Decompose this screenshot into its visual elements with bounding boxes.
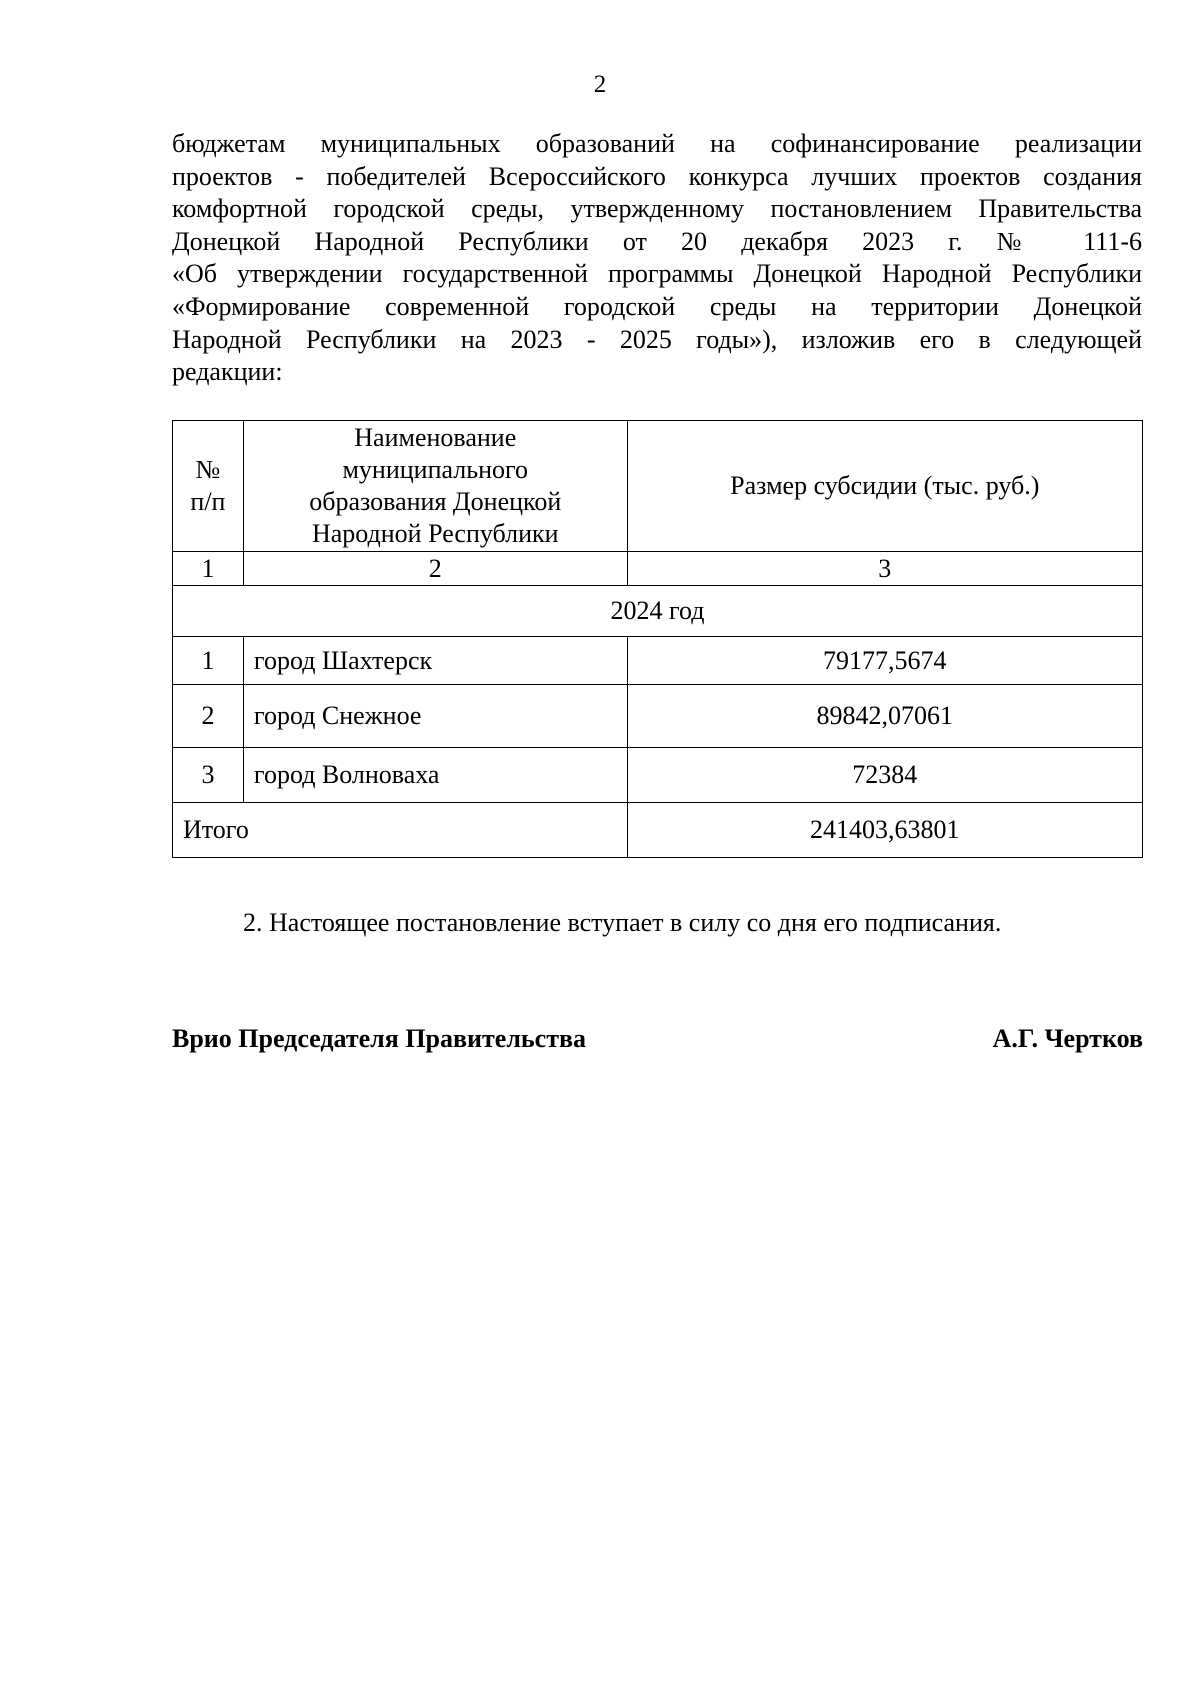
subsidy-table	[172, 420, 1143, 858]
municipality-name: город Волноваха	[243, 748, 627, 803]
header-cell-name	[243, 421, 627, 552]
paragraph-line: «Об утверждении государственной программы Донецкой Народной Республики	[172, 259, 1142, 289]
total-row	[173, 803, 1143, 858]
header-cell-number	[173, 421, 244, 552]
subsidy-amount: 89842,07061	[627, 685, 1142, 748]
paragraph-line: Народной Республики на 2023 - 2025 годы»), изложив его в следующей	[172, 324, 1142, 354]
column-index-cell: 3	[627, 552, 1142, 586]
year-row	[173, 586, 1143, 637]
page-number: 2	[593, 71, 607, 98]
table-row	[173, 685, 1143, 748]
table-row	[173, 748, 1143, 803]
total-label: Итого	[173, 803, 628, 858]
header-name-line: Наименование	[354, 423, 517, 452]
signatory-title: Врио Председателя Правительства	[172, 1024, 587, 1053]
subsidy-amount: 79177,5674	[627, 637, 1142, 685]
total-amount: 241403,63801	[627, 803, 1142, 858]
row-number: 3	[173, 748, 244, 803]
signatory-name: А.Г. Чертков	[992, 1024, 1143, 1053]
header-number-symbol: №	[195, 455, 221, 484]
closing-paragraph: 2. Настоящее постановление вступает в силу со дня его подписания.	[243, 908, 1002, 937]
paragraph-line: Донецкой Народной Республики от 20 декабря 2023 г. № 111-6	[172, 226, 1142, 256]
row-number: 2	[173, 685, 244, 748]
header-name-line: Народной Республики	[311, 519, 559, 548]
paragraph-line: бюджетам муниципальных образований на софинансирование реализации	[172, 129, 1142, 158]
column-index-row	[173, 552, 1143, 586]
table-row	[173, 637, 1143, 685]
paragraph-line: «Формирование современной городской среды на территории Донецкой	[172, 291, 1142, 321]
municipality-name: город Шахтерск	[243, 637, 627, 685]
header-name-line: образования Донецкой	[309, 487, 562, 516]
row-number: 1	[173, 637, 244, 685]
municipality-name: город Снежное	[243, 685, 627, 748]
paragraph-line: комфортной городской среды, утвержденному постановлением Правительства	[172, 194, 1142, 224]
body-paragraph	[172, 128, 1142, 389]
paragraph-line: проектов - победителей Всероссийского конкурса лучших проектов создания	[172, 161, 1142, 191]
header-cell-amount: Размер субсидии (тыс. руб.)	[627, 421, 1142, 552]
header-number-abbrev: п/п	[190, 487, 226, 516]
year-label: 2024 год	[173, 586, 1143, 637]
subsidy-amount: 72384	[627, 748, 1142, 803]
header-name-line: муниципального	[342, 455, 529, 484]
column-index-cell: 2	[243, 552, 627, 586]
table-header-row	[173, 421, 1143, 552]
column-index-cell: 1	[173, 552, 244, 586]
paragraph-line: редакции:	[172, 357, 283, 387]
